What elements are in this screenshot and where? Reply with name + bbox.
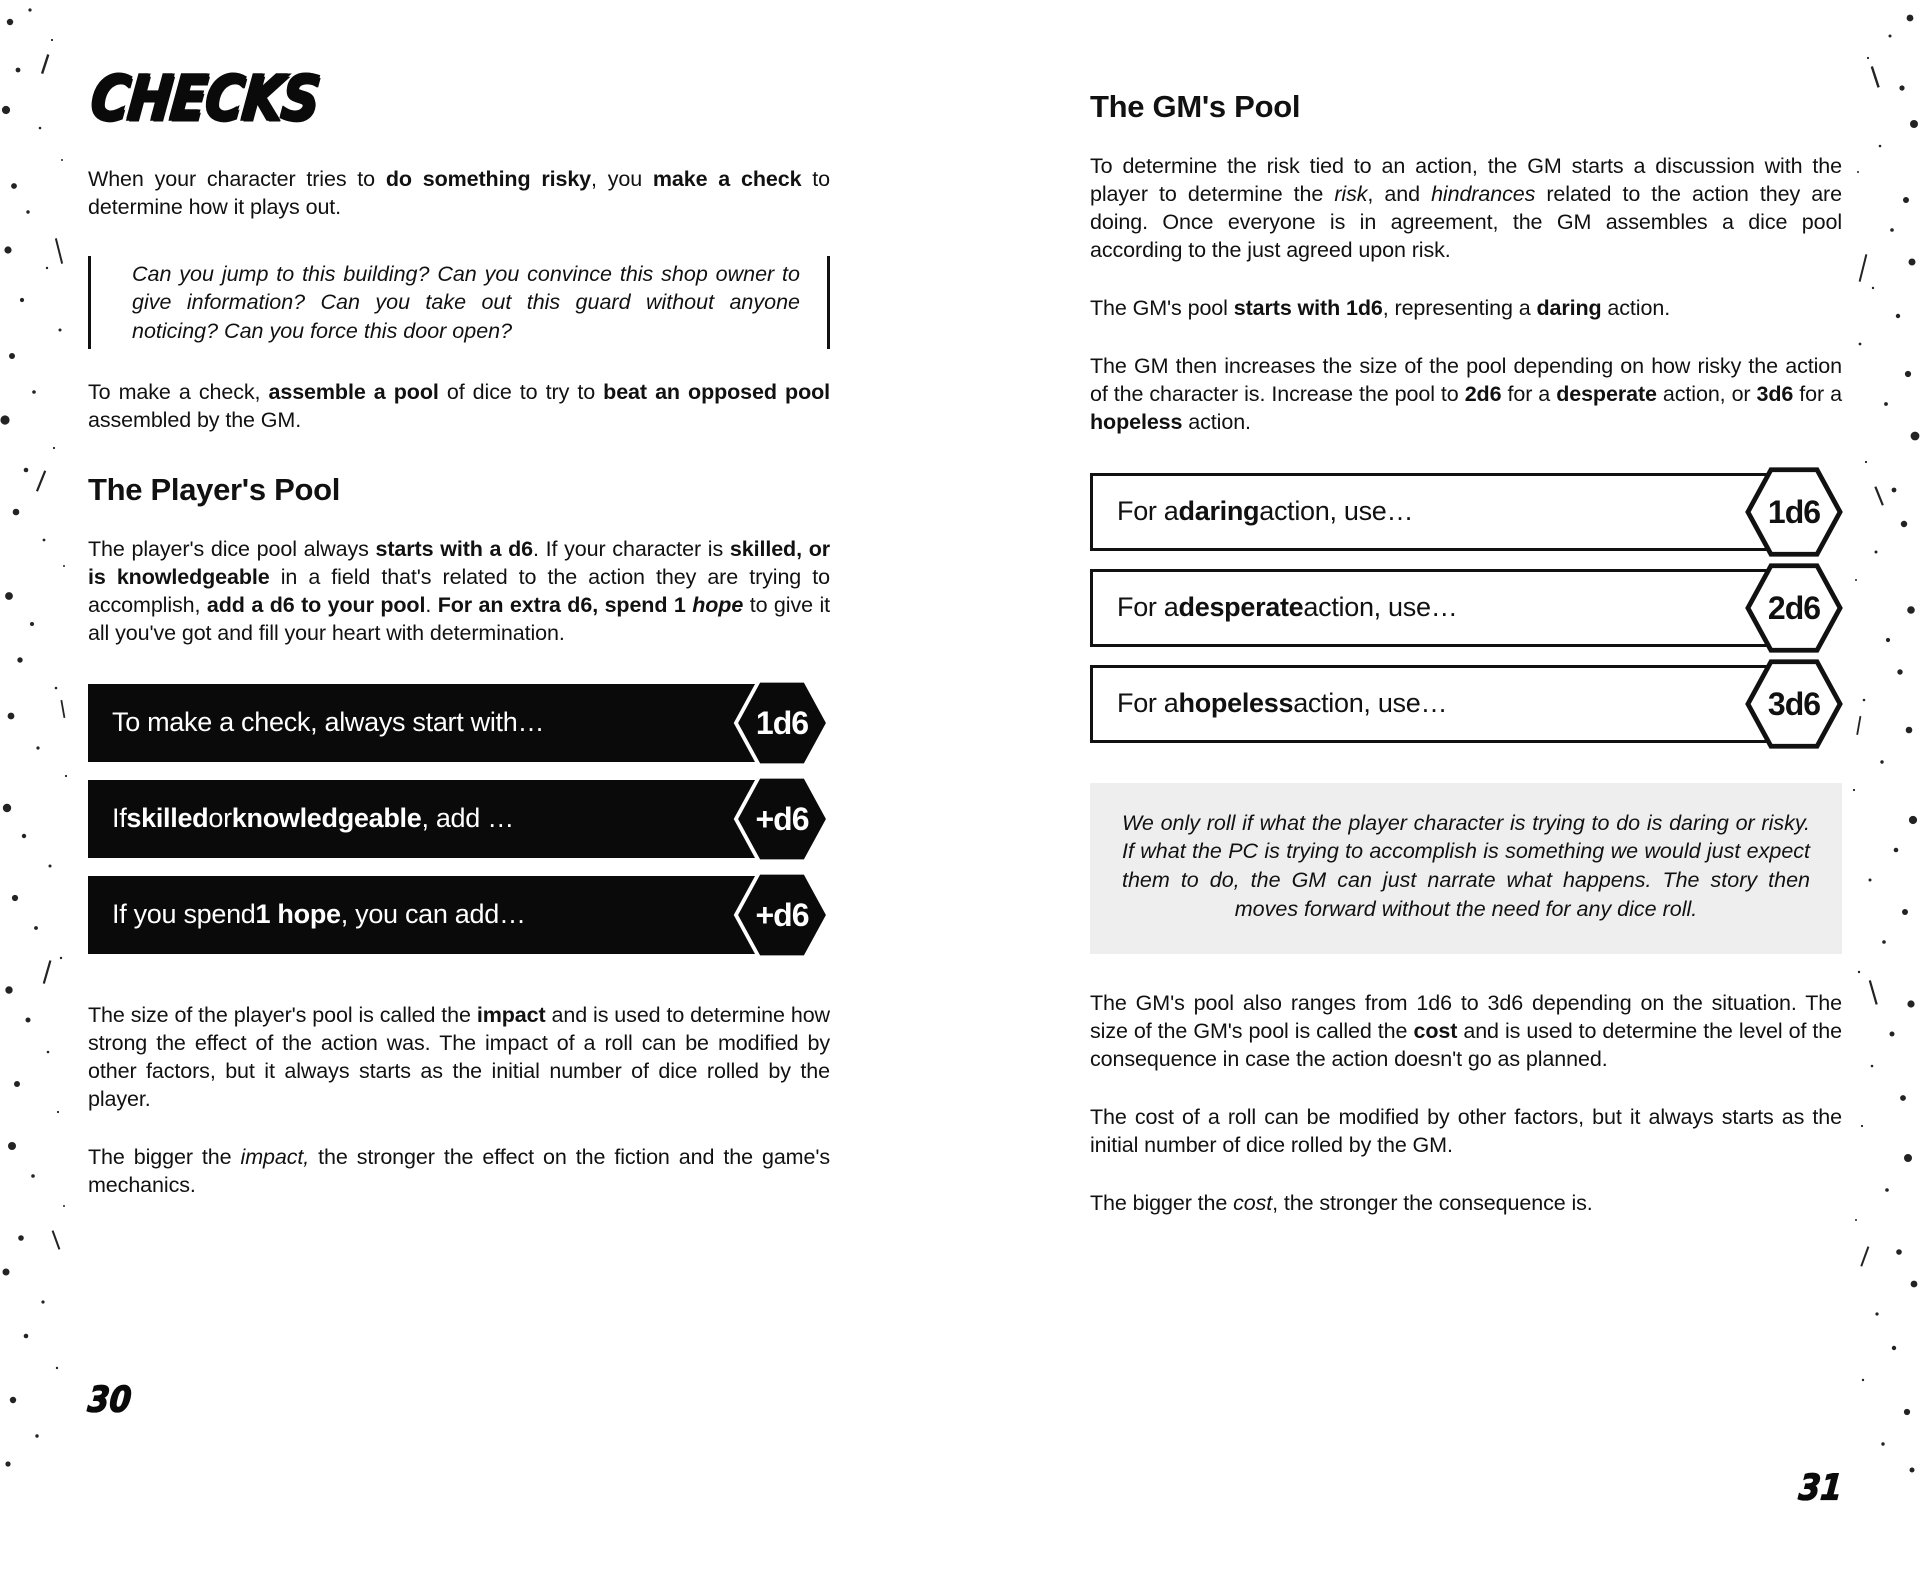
dsk-b: , add … [421, 803, 514, 834]
assemble-text-e: assembled by the GM. [88, 407, 302, 432]
gm-banner-hopeless-bar [1090, 665, 1804, 743]
det-e: related to the action they are doing. Once everyone is in agreement, the GM assembles a dice pool according to the just agreed upon risk. [1090, 182, 1842, 262]
determine-paragraph [1090, 153, 1842, 265]
pull-quote-text: Can you jump to this building? Can you convince this shop owner to give information? Can you take out this guard without anyone noticing? Can you force this door open? [132, 261, 800, 343]
impact-paragraph [88, 1002, 830, 1114]
starts-paragraph [1090, 295, 1842, 323]
gbs-b: action, use… [1303, 592, 1458, 623]
gbd-b: action, use… [1259, 496, 1414, 527]
dsk-mid: or [208, 803, 232, 834]
dice-banner-start [88, 684, 830, 762]
det-c: , and [1367, 182, 1432, 207]
pp-e: in a field that's related to the action they are trying to accomplish, [88, 565, 830, 617]
page-number-left: 30 [86, 1379, 133, 1421]
st-c: , representing a [1382, 295, 1537, 320]
gbs-bold-desperate: desperate [1178, 592, 1304, 623]
pp-bold-extra-d6: For an extra d6, spend 1 [437, 592, 693, 617]
pp-bold-skilled: skilled, or is knowledgeable [88, 537, 831, 589]
inc-bold-hopeless: hopeless [1090, 409, 1183, 434]
assemble-bold-pool: assemble a pool [268, 380, 439, 404]
intro-paragraph [88, 166, 830, 222]
cst-c: and is used to determine the level of the consequence in case the action doesn't go as planned. [1090, 1018, 1843, 1071]
gm-advice-callout-text: We only roll if what the player character is trying to do is daring or risky. If what the PC is trying to accomplish is something we would just expect them to do, the GM can just narrate what happens. The story then moves forward without the need for any dice roll. [1122, 810, 1810, 922]
dice-banner-start-label: To make a check, always start with… [112, 707, 545, 738]
dice-banner-hope [88, 876, 830, 954]
inc-e: action, or [1656, 381, 1757, 406]
hexagon-badge-gm-3d6 [1746, 656, 1842, 752]
gm-advice-callout [1090, 783, 1842, 954]
det-italic-hindrances: hindrances [1431, 182, 1536, 207]
bcst-c: , the stronger the consequence is. [1272, 1190, 1593, 1215]
bimp-c: the stronger the effect on the fiction and the game's mechanics. [88, 1144, 831, 1197]
pp-bold-starts: starts with a d6 [375, 537, 534, 562]
inc-bold-2d6: 2d6 [1464, 381, 1502, 406]
hexagon-badge-plus-d6-hope [734, 867, 830, 963]
bigger-cost-paragraph [1090, 1190, 1842, 1218]
hexagon-badge-gm-2d6-label: 2d6 [1767, 589, 1821, 626]
gm-banner-desperate [1090, 569, 1842, 647]
assemble-text-c: of dice to try to [438, 380, 604, 404]
inc-g: for a [1793, 381, 1842, 406]
dsk-bold-skilled: skilled [126, 803, 209, 834]
gm-banner-daring [1090, 473, 1842, 551]
hexagon-badge-gm-1d6 [1746, 464, 1842, 560]
pp-bold-italic-hope: hope [692, 592, 744, 617]
dhp-b: , you can add… [340, 899, 526, 930]
hexagon-badge-plus-d6-skilled [734, 771, 830, 867]
cost-paragraph [1090, 990, 1842, 1074]
players-pool-paragraph [88, 536, 830, 648]
inc-c: for a [1501, 381, 1557, 406]
hexagon-badge-gm-1d6-label: 1d6 [1767, 493, 1821, 530]
intro-text-c: , you [591, 167, 653, 191]
bcst-a: The bigger the [1090, 1190, 1234, 1215]
cost-modified-paragraph: The cost of a roll can be modified by other factors, but it always starts as the initial number of dice rolled by the GM. [1090, 1104, 1842, 1157]
dice-banner-skilled-bar [88, 780, 792, 858]
players-pool-heading: The Player's Pool [88, 471, 341, 507]
pp-bold-add-d6: add a d6 to your pool [206, 592, 426, 617]
pp-g: . [425, 592, 438, 617]
gms-pool-heading: The GM's Pool [1090, 89, 1301, 124]
hexagon-badge-gm-2d6 [1746, 560, 1842, 656]
gbd-bold-daring: daring [1178, 496, 1260, 527]
pp-a: The player's dice pool always [88, 537, 376, 562]
dice-banner-hope-bar [88, 876, 792, 954]
assemble-paragraph [88, 379, 830, 435]
page-right [1090, 0, 1844, 1509]
gbd-a: For a [1117, 496, 1179, 527]
hexagon-badge-plus-d6-skilled-label: +d6 [755, 800, 809, 837]
dhp-bold-1hope: 1 hope [255, 899, 341, 930]
inc-bold-desperate: desperate [1556, 381, 1657, 406]
dsk-bold-knowledgeable: knowledgeable [231, 803, 422, 834]
bigger-impact-paragraph [88, 1144, 830, 1200]
st-e: action. [1601, 295, 1671, 320]
imp-bold-impact: impact [476, 1002, 546, 1027]
cst-bold-cost: cost [1413, 1018, 1458, 1043]
imp-c: and is used to determine how strong the effect of the action was. The impact of a roll can be modified by other factors, but it always starts as the initial number of dice rolled by the player. [88, 1002, 830, 1111]
gm-banner-hopeless [1090, 665, 1842, 743]
page-number-right: 31 [1797, 1467, 1844, 1509]
bcst-italic-cost: cost [1233, 1190, 1273, 1215]
pull-quote [88, 256, 830, 349]
increase-paragraph [1090, 353, 1842, 437]
gm-dice-banner-stack [1090, 473, 1842, 743]
assemble-text-a: To make a check, [88, 380, 269, 404]
intro-bold-make-a-check: make a check [652, 167, 802, 191]
dsk-a: If [112, 803, 127, 834]
inc-a: The GM then increases the size of the pool depending on how risky the action of the character is. Increase the pool to [1090, 353, 1842, 406]
imp-a: The size of the player's pool is called the [88, 1002, 477, 1027]
inc-i: action. [1182, 409, 1251, 434]
assemble-bold-opposed: beat an opposed pool [603, 380, 831, 404]
grunge-edge-right [1842, 0, 1920, 1484]
dice-banner-skilled [88, 780, 830, 858]
hexagon-badge-1d6 [734, 675, 830, 771]
gbh-bold-hopeless: hopeless [1178, 688, 1294, 719]
gbs-a: For a [1117, 592, 1179, 623]
st-bold-daring: daring [1536, 295, 1602, 320]
page-left [88, 0, 830, 1484]
intro-text-a: When your character tries to [88, 167, 386, 191]
gbh-a: For a [1117, 688, 1179, 719]
bimp-a: The bigger the [88, 1144, 241, 1169]
pp-c: . If your character is [533, 537, 730, 562]
dice-banner-start-bar [88, 684, 792, 762]
hexagon-badge-plus-d6-hope-label: +d6 [755, 896, 809, 933]
grunge-edge-left [0, 0, 78, 1484]
st-bold-starts-1d6: starts with 1d6 [1233, 295, 1383, 320]
pp-j: to give it all you've got and fill your heart with determination. [88, 592, 831, 645]
inc-bold-3d6: 3d6 [1756, 381, 1794, 406]
gm-banner-desperate-bar [1090, 569, 1804, 647]
hexagon-badge-1d6-label: 1d6 [755, 704, 809, 741]
cst-a: The GM's pool also ranges from 1d6 to 3d6 depending on the situation. The size of the GM's pool is called the [1090, 990, 1842, 1043]
st-a: The GM's pool [1090, 295, 1234, 320]
dhp-a: If you spend [112, 899, 256, 930]
gbh-b: action, use… [1293, 688, 1448, 719]
hexagon-badge-gm-3d6-label: 3d6 [1767, 685, 1821, 722]
intro-text-e: to determine how it plays out. [88, 167, 830, 219]
page-title: CHECKS [87, 63, 323, 135]
intro-bold-risky: do something risky [385, 167, 592, 191]
bimp-italic-impact: impact, [240, 1144, 310, 1169]
gm-banner-daring-bar [1090, 473, 1804, 551]
det-a: To determine the risk tied to an action, the GM starts a discussion with the player to determine the [1090, 154, 1842, 207]
player-dice-banner-stack [88, 684, 830, 954]
det-italic-risk: risk [1334, 182, 1368, 207]
